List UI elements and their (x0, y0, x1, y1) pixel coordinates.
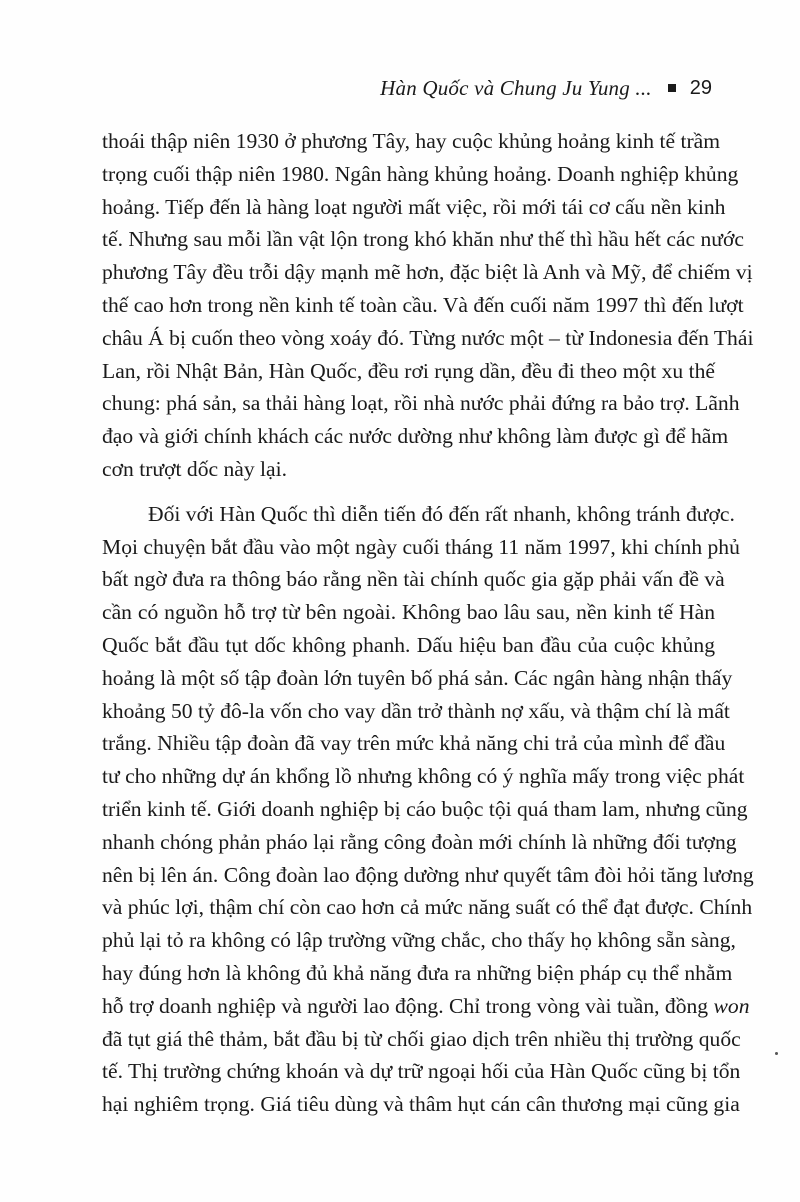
text-line: hoảng. Tiếp đến là hàng loạt người mất việc, rồi mới tái cơ cấu nền kinh (102, 194, 726, 219)
emphasis-won: won (713, 993, 750, 1018)
text-line: hoảng là một số tập đoàn lớn tuyên bố phá sản. Các ngân hàng nhận thấy (102, 665, 733, 690)
text-line: Đối với Hàn Quốc thì diễn tiến đó đến rất nhanh, không tránh được. (148, 501, 735, 526)
text-line: Mọi chuyện bắt đầu vào một ngày cuối tháng 11 năm 1997, khi chính phủ (102, 534, 740, 559)
paragraph (85, 498, 754, 1121)
text-line: thế cao hơn trong nền kinh tế toàn cầu. Và đến cuối năm 1997 thì đến lượt (102, 292, 744, 317)
text-line: Quốc bắt đầu tụt dốc không phanh. Dấu hiệu ban đầu của cuộc khủng (102, 632, 715, 657)
text-line: nên bị lên án. Công đoàn lao động dường như quyết tâm đòi hỏi tăng lương (102, 862, 754, 887)
text-line: tế. Nhưng sau mỗi lần vật lộn trong khó khăn như thế thì hầu hết các nước (102, 227, 745, 252)
text-line: bất ngờ đưa ra thông báo rằng nền tài chính quốc gia gặp phải vấn đề và (102, 567, 725, 592)
text-line: chung: phá sản, sa thải hàng loạt, rồi nhà nước phải đứng ra bảo trợ. Lãnh (102, 391, 740, 416)
text-line: nhanh chóng phản pháo lại rằng công đoàn mới chính là những đối tượng (102, 829, 737, 854)
paragraph (85, 125, 754, 486)
text-line: tế. Thị trường chứng khoán và dự trữ ngoại hối của Hàn Quốc cũng bị tổn (102, 1059, 741, 1084)
text-line: cần có nguồn hỗ trợ từ bên ngoài. Không bao lâu sau, nền kinh tế Hàn (102, 600, 715, 625)
text-line: tư cho những dự án khổng lồ nhưng không có ý nghĩa mấy trong việc phát (102, 764, 745, 789)
header-title: Hàn Quốc và Chung Ju Yung ... (380, 76, 652, 100)
text-line: khoảng 50 tỷ đô-la vốn cho vay dần trở thành nợ xấu, và thậm chí là mất (102, 698, 730, 723)
text-line: đã tụt giá thê thảm, bắt đầu bị từ chối giao dịch trên nhiều thị trường quốc (102, 1026, 741, 1051)
text-line: phương Tây đều trỗi dậy mạnh mẽ hơn, đặc biệt là Anh và Mỹ, để chiếm vị (102, 260, 753, 285)
text-line: trắng. Nhiều tập đoàn đã vay trên mức khả năng chi trả của mình để đầu (102, 731, 726, 756)
text-line: trọng cuối thập niên 1980. Ngân hàng khủng hoảng. Doanh nghiệp khủng (102, 161, 739, 186)
running-header (380, 74, 712, 102)
text-line: hại nghiêm trọng. Giá tiêu dùng và thâm hụt cán cân thương mại cũng gia (102, 1092, 740, 1117)
text-line: Lan, rồi Nhật Bản, Hàn Quốc, đều rơi rụng dần, đều đi theo một xu thế (102, 358, 715, 383)
text-line: phủ lại tỏ ra không có lập trường vững chắc, cho thấy họ không sẵn sàng, (102, 928, 736, 953)
text-line-with-emphasis (85, 990, 750, 1023)
text-line: đạo và giới chính khách các nước dường như không làm được gì để hãm (102, 424, 729, 449)
text-line: và phúc lợi, thậm chí còn cao hơn cả mức năng suất có thể đạt được. Chính (102, 895, 753, 920)
page-number: 29 (689, 77, 712, 99)
header-bullet-square (668, 84, 676, 92)
text-line: thoái thập niên 1930 ở phương Tây, hay cuộc khủng hoảng kinh tế trầm (102, 129, 721, 153)
text-line: hay đúng hơn là không đủ khả năng đưa ra những biện pháp cụ thể nhằm (102, 960, 733, 985)
paper-speck (775, 1052, 778, 1055)
paragraph-gap (85, 486, 715, 498)
body-text (85, 125, 754, 1121)
text-line: triển kinh tế. Giới doanh nghiệp bị cáo buộc tội quá tham lam, nhưng cũng (102, 796, 748, 821)
text-line: cơn trượt dốc này lại. (102, 456, 288, 481)
text-line: châu Á bị cuốn theo vòng xoáy đó. Từng nước một – từ Indonesia đến Thái (102, 325, 754, 350)
text-run: hỗ trợ doanh nghiệp và người lao động. Chỉ trong vòng vài tuần, đồng (102, 993, 714, 1018)
